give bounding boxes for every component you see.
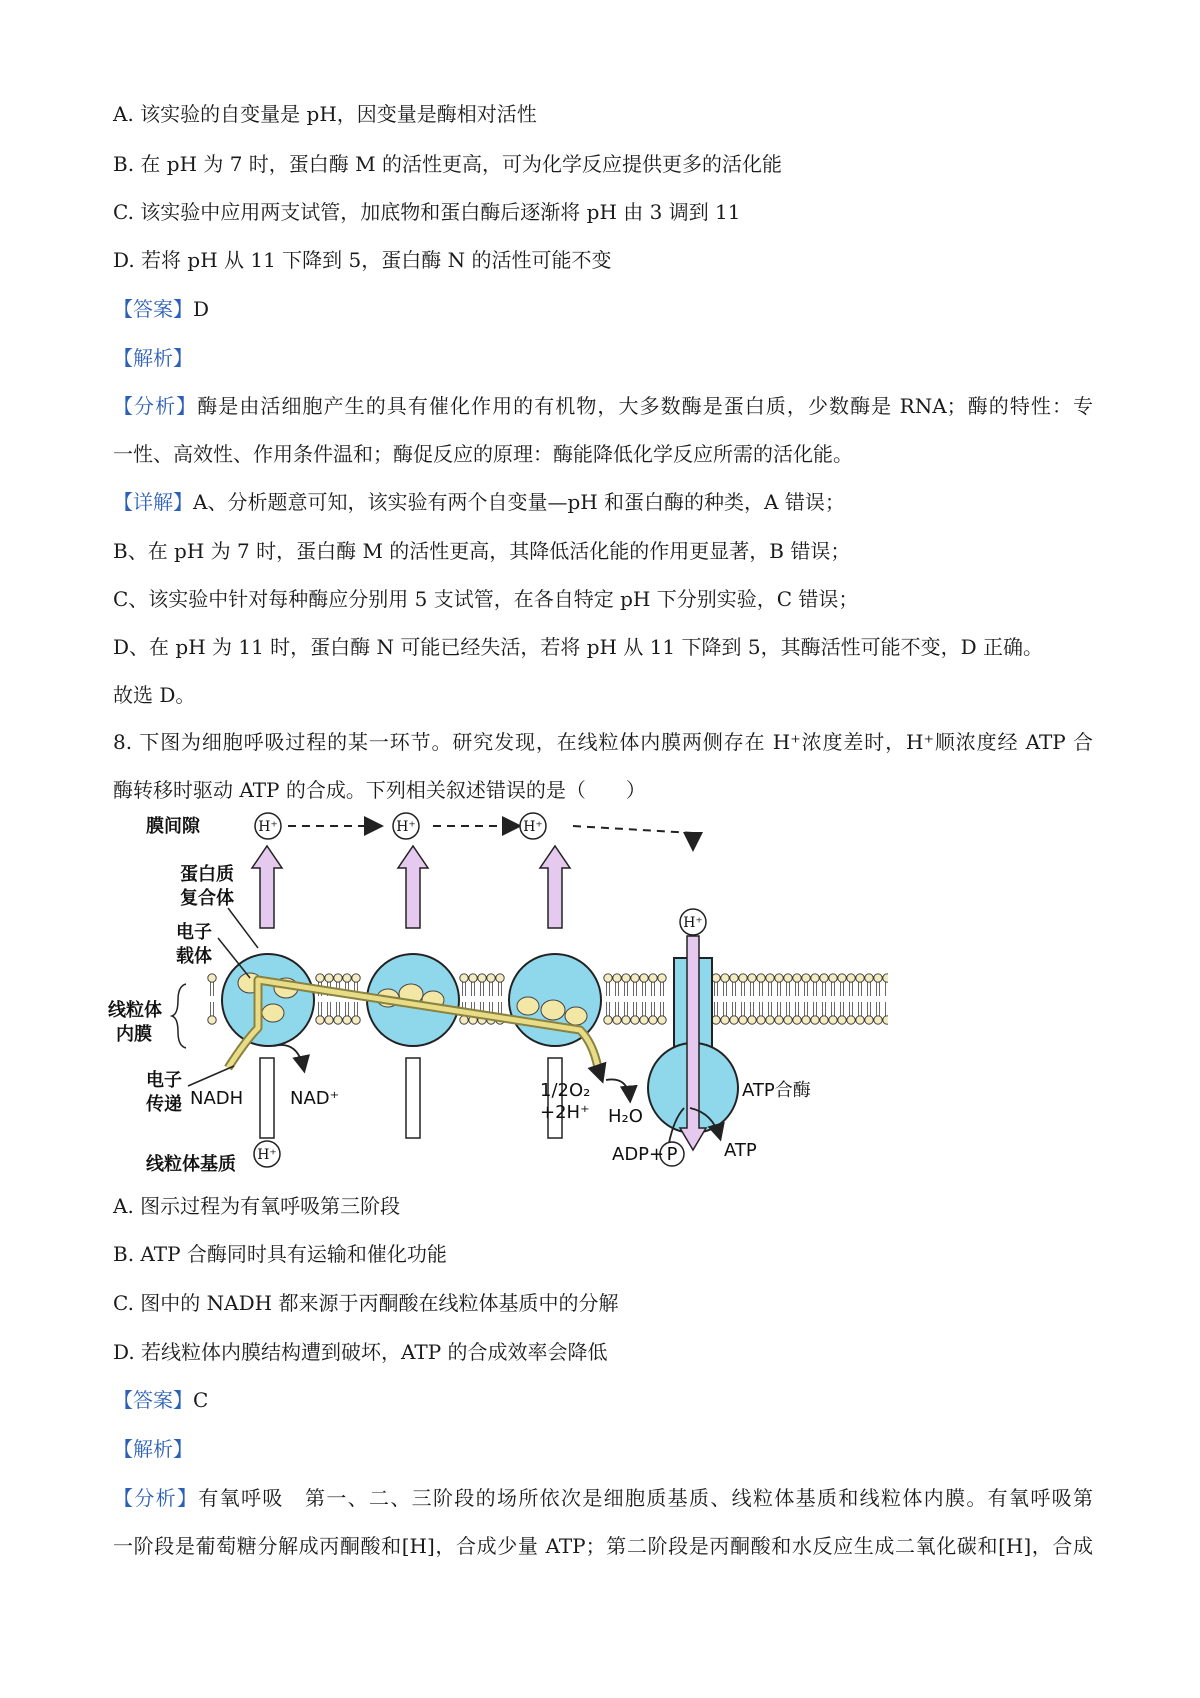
lipid-head — [748, 974, 756, 982]
lipid-head — [640, 974, 648, 982]
lipid-head — [811, 974, 819, 982]
label-half-oxygen: 1/2O₂ — [540, 1080, 591, 1101]
lipid-head — [604, 974, 612, 982]
q7-conclusion: 故选 D。 — [113, 683, 196, 707]
q8-fenxi-text-1: 有氧呼吸 第一、二、三阶段的场所依次是细胞质基质、线粒体基质和线粒体内膜。有氧呼吸第 — [198, 1486, 1094, 1510]
q7-answer-value: D — [193, 297, 210, 321]
lipid-head — [325, 974, 333, 982]
q8-stem-line-1: 8. 下图为细胞呼吸过程的某一环节。研究发现，在线粒体内膜两侧存在 H⁺浓度差时，H⁺顺浓度经 ATP 合 — [113, 730, 1093, 754]
lipid-head — [838, 974, 846, 982]
q7-option-d: D. 若将 pH 从 11 下降到 5，蛋白酶 N 的活性可能不变 — [113, 248, 612, 272]
svg-text:H⁺: H⁺ — [257, 1147, 277, 1163]
leader-electron-transfer — [188, 1066, 234, 1086]
label-electron-transfer-1: 电子 — [146, 1070, 182, 1091]
lipid-head — [613, 974, 621, 982]
lipid-head — [766, 974, 774, 982]
svg-text:H⁺: H⁺ — [683, 915, 703, 931]
q8-option-c: C. 图中的 NADH 都来源于丙酮酸在线粒体基质中的分解 — [113, 1291, 619, 1315]
lipid-head — [658, 974, 666, 982]
lipid-head — [496, 974, 504, 982]
lipid-head — [658, 1016, 666, 1024]
lipid-head — [352, 1016, 360, 1024]
q7-fenxi-line-2: 一性、高效性、作用条件温和；酶促反应的原理：酶能降低化学反应所需的活化能。 — [113, 442, 853, 466]
q8-stem-line-2: 酶转移时驱动 ATP 的合成。下列相关叙述错误的是（ ） — [113, 778, 646, 802]
label-protein-complex-1: 蛋白质 — [180, 864, 234, 885]
q8-answer — [113, 1386, 208, 1414]
label-inner-membrane-2: 内膜 — [116, 1024, 152, 1045]
label-atp-synthase: ATP合酶 — [742, 1080, 811, 1101]
lipid-head — [649, 974, 657, 982]
lipid-head — [721, 974, 729, 982]
atp-synthase — [648, 936, 738, 1150]
lipid-head — [775, 1016, 783, 1024]
lipid-head — [622, 974, 630, 982]
channel-1-lower — [260, 1058, 274, 1138]
lipid-head — [856, 974, 864, 982]
lipid-head — [766, 1016, 774, 1024]
membrane-brace — [172, 984, 186, 1048]
proton-marker-4 — [680, 909, 706, 935]
svg-text:H⁺: H⁺ — [523, 819, 543, 835]
lipid-head — [739, 974, 747, 982]
q7-answer-label: 【答案】 — [113, 297, 193, 321]
label-two-protons: +2H⁺ — [540, 1102, 590, 1123]
lipid-head — [316, 974, 324, 982]
label-water: H₂O — [608, 1106, 643, 1127]
pump-arrow-2 — [398, 846, 428, 928]
lipid-head — [316, 1016, 324, 1024]
lipid-head — [343, 974, 351, 982]
q8-option-b: B. ATP 合酶同时具有运输和催化功能 — [113, 1242, 447, 1266]
lipid-head — [838, 1016, 846, 1024]
q7-fenxi-text-1: 酶是由活细胞产生的具有催化作用的有机物，大多数酶是蛋白质，少数酶是 RNA；酶的特性：专 — [197, 394, 1094, 418]
label-electron-carrier-1: 电子 — [176, 922, 212, 943]
phosphate-label: P — [666, 1144, 678, 1165]
q7-xiangjie-label: 【详解】 — [113, 490, 193, 514]
lipid-head — [802, 974, 810, 982]
proton-flow-arrow-3 — [573, 826, 693, 848]
lipid-head — [208, 974, 216, 982]
oxygen-to-water-arrow — [606, 1079, 630, 1100]
lipid-head — [721, 1016, 729, 1024]
pump-arrow-1 — [252, 846, 282, 928]
q7-xiangjie-line-1 — [113, 488, 845, 516]
lipid-head — [460, 974, 468, 982]
lipid-head — [712, 974, 720, 982]
lipid-head — [730, 1016, 738, 1024]
lipid-head — [343, 1016, 351, 1024]
label-electron-carrier-2: 载体 — [176, 946, 212, 967]
q7-jiexi-label: 【解析】 — [113, 346, 193, 370]
lipid-head — [820, 974, 828, 982]
lipid-head — [613, 1016, 621, 1024]
q8-answer-value: C — [193, 1388, 209, 1412]
lipid-head — [865, 974, 873, 982]
lipid-head — [847, 1016, 855, 1024]
lipid-head — [874, 974, 882, 982]
proton-pump-arrows — [252, 846, 570, 928]
lipid-head — [775, 974, 783, 982]
lipid-head — [883, 1016, 888, 1024]
lipid-head — [469, 974, 477, 982]
lipid-head — [325, 1016, 333, 1024]
q8-option-d: D. 若线粒体内膜结构遭到破坏，ATP 的合成效率会降低 — [113, 1340, 608, 1364]
lipid-head — [487, 974, 495, 982]
electron-transport-chain-diagram — [108, 808, 888, 1173]
lipid-head — [748, 1016, 756, 1024]
lipid-head — [622, 1016, 630, 1024]
lipid-head — [784, 974, 792, 982]
lipid-head — [811, 1016, 819, 1024]
lipid-head — [865, 1016, 873, 1024]
label-atp: ATP — [724, 1140, 757, 1161]
q8-option-a: A. 图示过程为有氧呼吸第三阶段 — [113, 1194, 401, 1218]
lipid-head — [820, 1016, 828, 1024]
lipid-head — [478, 974, 486, 982]
label-nadh: NADH — [190, 1088, 244, 1109]
q8-answer-label: 【答案】 — [113, 1388, 193, 1412]
proton-marker-2 — [393, 813, 419, 839]
pump-arrow-3 — [540, 846, 570, 928]
proton-marker-1 — [255, 813, 281, 839]
q8-fenxi-line-1 — [113, 1484, 1093, 1512]
q7-xiangjie-line-4: D、在 pH 为 11 时，蛋白酶 N 可能已经失活，若将 pH 从 11 下降到 5，其酶活性可能不变，D 正确。 — [113, 635, 1043, 659]
q7-fenxi-line-1 — [113, 392, 1093, 420]
q7-option-a: A. 该实验的自变量是 pH，因变量是酶相对活性 — [113, 102, 537, 126]
lipid-head — [334, 1016, 342, 1024]
lipid-head — [856, 1016, 864, 1024]
lipid-head — [631, 974, 639, 982]
q8-fenxi-label: 【分析】 — [113, 1486, 199, 1510]
lipid-head — [649, 1016, 657, 1024]
lipid-head — [829, 1016, 837, 1024]
lipid-head — [208, 1016, 216, 1024]
q7-answer — [113, 295, 209, 323]
proton-marker-5 — [254, 1141, 280, 1167]
label-adp: ADP+ — [612, 1144, 665, 1165]
lipid-head — [460, 1016, 468, 1024]
q7-xiangjie-text-1: A、分析题意可知，该实验有两个自变量—pH 和蛋白酶的种类，A 错误； — [193, 490, 845, 514]
label-intermembrane: 膜间隙 — [146, 816, 200, 837]
lipid-head — [712, 1016, 720, 1024]
lipid-head — [757, 974, 765, 982]
label-protein-complex-2: 复合体 — [180, 888, 234, 909]
lipid-head — [640, 1016, 648, 1024]
lipid-head — [883, 974, 888, 982]
lipid-head — [874, 1016, 882, 1024]
q7-xiangjie-line-3: C、该实验中针对每种酶应分别用 5 支试管，在各自特定 pH 下分别实验，C 错误； — [113, 587, 859, 611]
lipid-head — [631, 1016, 639, 1024]
proton-marker-3 — [520, 813, 546, 839]
label-electron-transfer-2: 传递 — [146, 1094, 182, 1115]
lipid-head — [757, 1016, 765, 1024]
lipid-head — [739, 1016, 747, 1024]
lipid-head — [793, 974, 801, 982]
lipid-head — [784, 1016, 792, 1024]
channel-2-lower — [406, 1058, 420, 1138]
q7-fenxi-label: 【分析】 — [113, 394, 198, 418]
label-nad: NAD⁺ — [290, 1088, 340, 1109]
q8-jiexi-label: 【解析】 — [113, 1437, 193, 1461]
svg-text:H⁺: H⁺ — [258, 819, 278, 835]
q8-fenxi-line-2: 一阶段是葡萄糖分解成丙酮酸和[H]，合成少量 ATP；第二阶段是丙酮酸和水反应生成二氧化碳和[H]，合成 — [113, 1534, 1093, 1558]
electron-path-end-arrow — [598, 1068, 602, 1080]
nadh-to-nad-arrow — [274, 1045, 304, 1070]
protein-complex-1 — [222, 954, 314, 1046]
lipid-head — [802, 1016, 810, 1024]
label-inner-membrane-1: 线粒体 — [108, 1000, 162, 1021]
lipid-head — [352, 974, 360, 982]
lipid-head — [793, 1016, 801, 1024]
q7-xiangjie-line-2: B、在 pH 为 7 时，蛋白酶 M 的活性更高，其降低活化能的作用更显著，B 错误； — [113, 539, 851, 563]
label-matrix: 线粒体基质 — [146, 1154, 236, 1173]
lipid-head — [829, 974, 837, 982]
leader-protein-complex — [228, 908, 258, 948]
lipid-head — [847, 974, 855, 982]
q7-option-c: C. 该实验中应用两支试管，加底物和蛋白酶后逐渐将 pH 由 3 调到 11 — [113, 200, 741, 224]
lipid-head — [730, 974, 738, 982]
lipid-head — [604, 1016, 612, 1024]
lipid-head — [334, 974, 342, 982]
svg-text:H⁺: H⁺ — [396, 819, 416, 835]
q7-option-b: B. 在 pH 为 7 时，蛋白酶 M 的活性更高，可为化学反应提供更多的活化能 — [113, 152, 783, 176]
